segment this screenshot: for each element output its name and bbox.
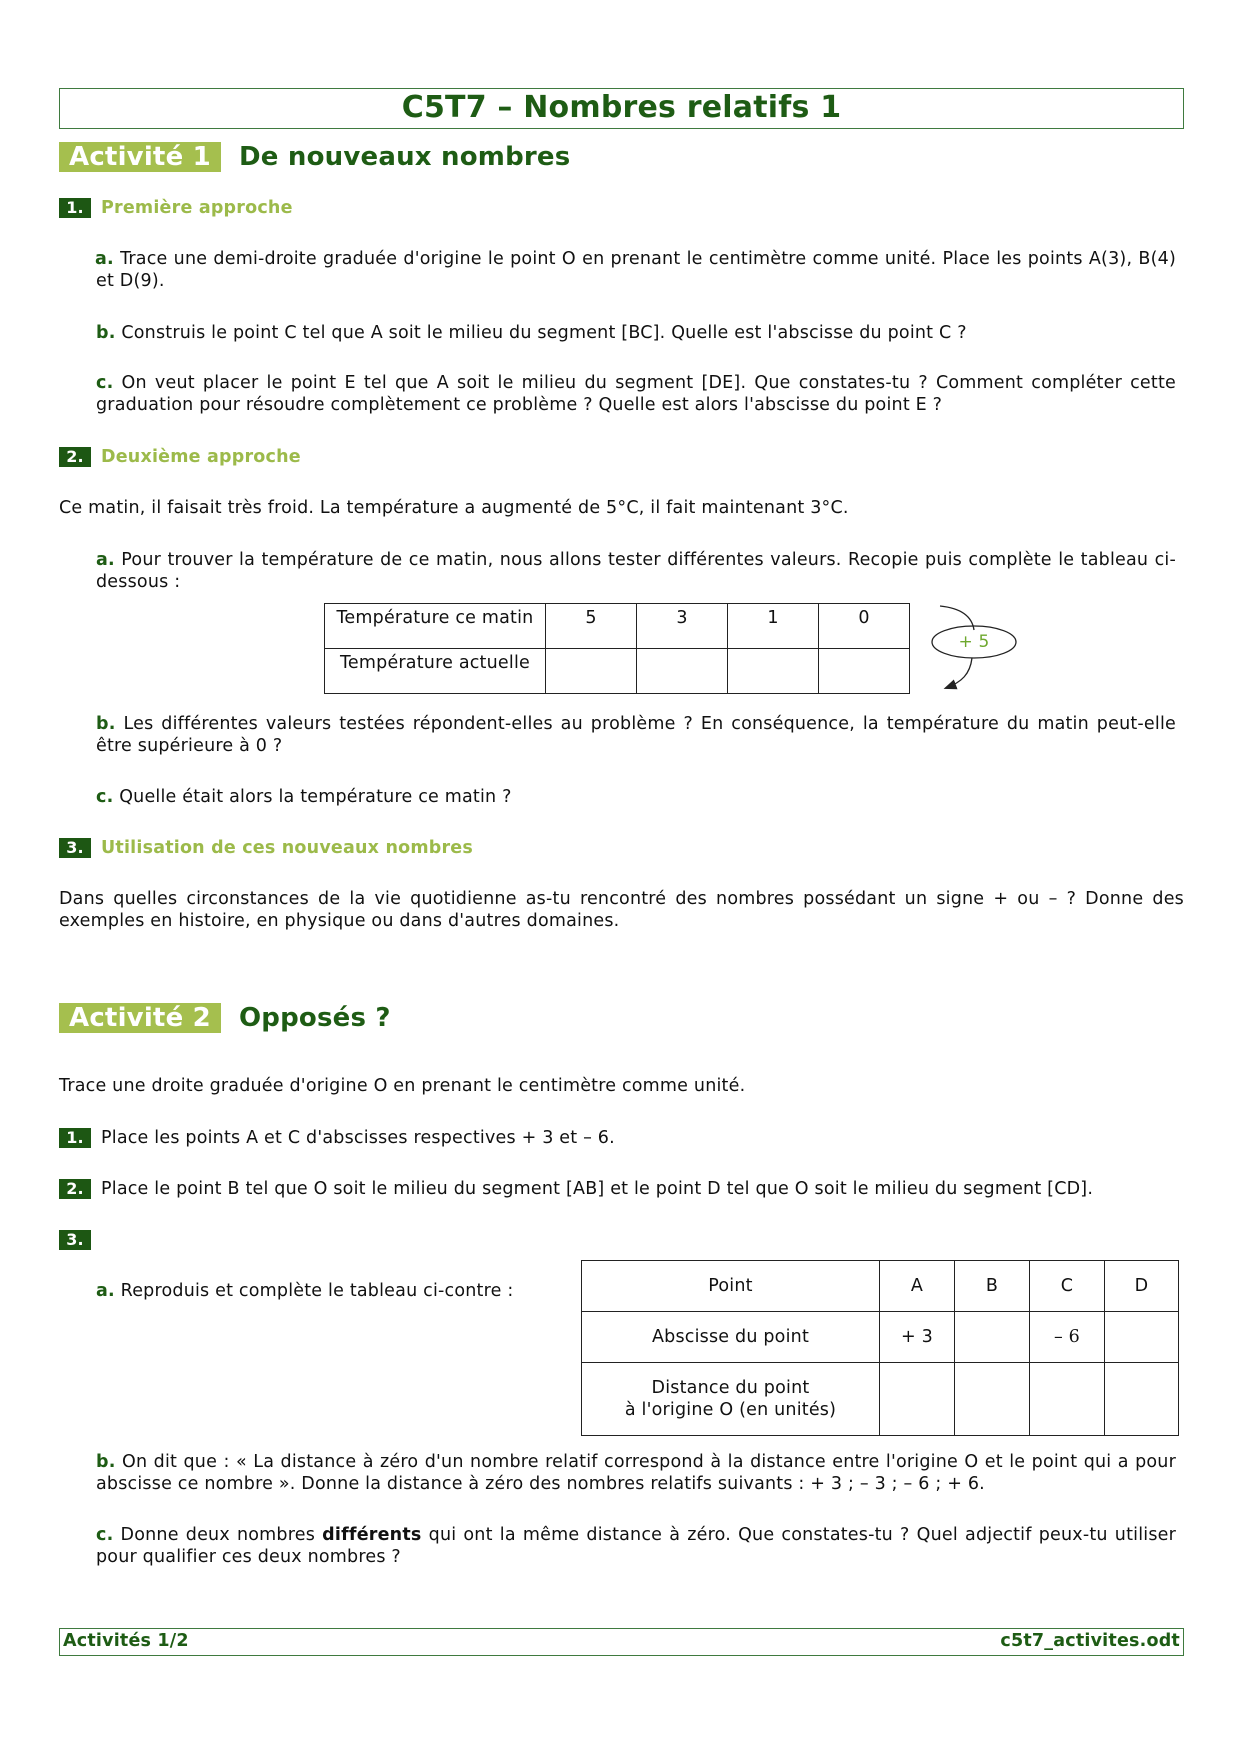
question-text: Pour trouver la température de ce matin, nous allons tester différentes valeurs. Recopie puis complète le tableau ci-dessous : bbox=[96, 550, 1177, 592]
table-cell bbox=[728, 649, 819, 694]
question-text: On dit que : « La distance à zéro d'un nombre relatif correspond à la distance entre l'origine O et le point qui a pour abscisse ce nombre ». Donne la distance à zéro des nombres relatifs suivants : + 3 ; – 3 ; – 6 ; + 6. bbox=[96, 1452, 1176, 1494]
question-label: b. bbox=[96, 1452, 116, 1472]
item1-text: Place les points A et C d'abscisses respectives + 3 et – 6. bbox=[101, 1128, 615, 1148]
activity2-title: Opposés ? bbox=[239, 1003, 391, 1033]
plus-five-label: + 5 bbox=[958, 632, 990, 652]
question-3a bbox=[96, 1280, 513, 1302]
section3-number: 3. bbox=[59, 838, 91, 858]
table-cell: 1 bbox=[728, 604, 819, 649]
question-label: a. bbox=[95, 249, 114, 269]
distance-c bbox=[1030, 1363, 1105, 1436]
question-2b bbox=[96, 713, 1176, 757]
points-table bbox=[581, 1260, 1179, 1436]
header-point-a: A bbox=[880, 1261, 955, 1312]
question-label: c. bbox=[96, 787, 114, 807]
footer-right: c5t7_activites.odt bbox=[1000, 1631, 1180, 1651]
question-1a bbox=[96, 248, 1176, 292]
section2-title: Deuxième approche bbox=[101, 447, 301, 467]
header-label: Point bbox=[582, 1261, 880, 1312]
distance-b bbox=[955, 1363, 1030, 1436]
table-cell bbox=[819, 649, 910, 694]
question-text: Construis le point C tel que A soit le milieu du segment [BC]. Quelle est l'abscisse du point C ? bbox=[121, 323, 967, 343]
question-text: Les différentes valeurs testées répondent-elles au problème ? En conséquence, la température du matin peut-elle être supérieure à 0 ? bbox=[96, 714, 1176, 756]
item2-text: Place le point B tel que O soit le milieu du segment [AB] et le point D tel que O soit le milieu du segment [CD]. bbox=[101, 1179, 1094, 1199]
question-text-bold: différents bbox=[322, 1525, 422, 1545]
question-label: c. bbox=[96, 1525, 114, 1545]
table-cell: 5 bbox=[546, 604, 637, 649]
footer-left: Activités 1/2 bbox=[63, 1631, 189, 1651]
question-2c bbox=[96, 786, 1176, 808]
distance-a bbox=[880, 1363, 955, 1436]
question-label: a. bbox=[96, 550, 115, 570]
abscisse-a: + 3 bbox=[880, 1312, 955, 1363]
abscisse-b bbox=[955, 1312, 1030, 1363]
temperature-table bbox=[324, 603, 910, 694]
distance-d bbox=[1105, 1363, 1179, 1436]
question-text: On veut placer le point E tel que A soit le milieu du segment [DE]. Que constates-tu ? Comment compléter cette graduation pour résoudre complètement ce problème ? Quelle est alors l'abscisse du point E ? bbox=[96, 373, 1176, 415]
header-point-c: C bbox=[1030, 1261, 1105, 1312]
distance-label-line2: à l'origine O (en unités) bbox=[624, 1400, 837, 1420]
header-point-d: D bbox=[1105, 1261, 1179, 1312]
section2-number: 2. bbox=[59, 447, 91, 467]
section3-title: Utilisation de ces nouveaux nombres bbox=[101, 838, 473, 858]
row-label: Température actuelle bbox=[325, 649, 546, 694]
section1-title: Première approche bbox=[101, 198, 293, 218]
table-cell: 3 bbox=[637, 604, 728, 649]
page-title: C5T7 – Nombres relatifs 1 bbox=[59, 88, 1184, 129]
item2-number: 2. bbox=[59, 1179, 91, 1199]
abscisse-c: – 6 bbox=[1030, 1312, 1105, 1363]
question-text: Reproduis et complète le tableau ci-contre : bbox=[120, 1281, 514, 1301]
question-text: Quelle était alors la température ce matin ? bbox=[119, 787, 512, 807]
question-label: a. bbox=[96, 1281, 115, 1301]
abscisse-d bbox=[1105, 1312, 1179, 1363]
row-label: Température ce matin bbox=[325, 604, 546, 649]
table-cell bbox=[637, 649, 728, 694]
question-label: b. bbox=[96, 323, 116, 343]
page-footer bbox=[59, 1628, 1184, 1656]
section1-number: 1. bbox=[59, 198, 91, 218]
question-label: c. bbox=[96, 373, 114, 393]
abscisse-label: Abscisse du point bbox=[582, 1312, 880, 1363]
distance-label bbox=[582, 1363, 880, 1436]
item3-number: 3. bbox=[59, 1230, 91, 1250]
question-text: Trace une demi-droite graduée d'origine le point O en prenant le centimètre comme unité. Place les points A(3), B(4) et D(9). bbox=[96, 249, 1176, 291]
question-2a bbox=[96, 549, 1176, 593]
question-3c bbox=[96, 1524, 1176, 1568]
question-1c bbox=[96, 372, 1176, 416]
question-1b bbox=[96, 322, 1176, 344]
activity1-title: De nouveaux nombres bbox=[239, 142, 571, 172]
table-cell: 0 bbox=[819, 604, 910, 649]
activity1-badge: Activité 1 bbox=[59, 142, 221, 172]
question-3b bbox=[96, 1451, 1176, 1495]
section2-intro: Ce matin, il faisait très froid. La température a augmenté de 5°C, il fait maintenant 3°C. bbox=[59, 498, 849, 518]
question-text-after: qui ont la même distance à zéro. Que constates-tu ? Quel adjectif peux-tu utiliser pour qualifier ces deux nombres ? bbox=[96, 1525, 1177, 1567]
table-cell bbox=[546, 649, 637, 694]
section3-text: Dans quelles circonstances de la vie quotidienne as-tu rencontré des nombres possédant un signe + ou – ? Donne des exemples en histoire, en physique ou dans d'autres domaines. bbox=[59, 889, 1184, 931]
distance-label-line1: Distance du point bbox=[651, 1378, 810, 1398]
activity2-intro: Trace une droite graduée d'origine O en prenant le centimètre comme unité. bbox=[59, 1076, 746, 1096]
question-text-before: Donne deux nombres bbox=[120, 1525, 316, 1545]
activity2-badge: Activité 2 bbox=[59, 1003, 221, 1033]
curved-arrow-bottom bbox=[946, 658, 972, 688]
question-label: b. bbox=[96, 714, 116, 734]
header-point-b: B bbox=[955, 1261, 1030, 1312]
item1-number: 1. bbox=[59, 1128, 91, 1148]
